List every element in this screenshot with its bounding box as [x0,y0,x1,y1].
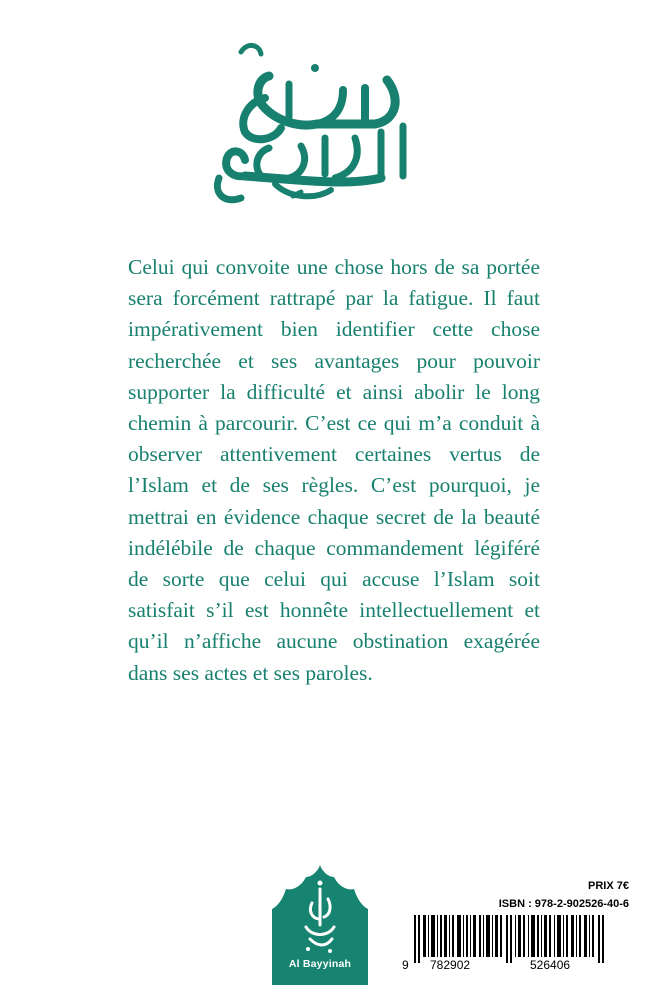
price-label: PRIX 7€ [588,880,629,892]
barcode-left-group: 782902 [430,958,471,972]
barcode-digits [400,958,632,978]
back-cover-text: Celui qui convoite une chose hors de sa portée sera forcément rattrapé par la fatigue. Il faut impérativement bien identifier cette chose recherchée et ses avantages pour pouvoir supporter la difficulté et ainsi abolir le long chemin à parcourir. C’est ce qui m’a conduit à observer attentivement certaines vertus de l’Islam et de ses règles. C’est pourquoi, je mettrai en évidence chaque secret de la beauté indélébile de chaque commandement légiféré de sorte que celui qui accuse l’Islam soit satisfait s’il est honnête intellectuellement et qu’il n’affiche aucune obstination exagérée dans ses actes et ses paroles. [128,255,540,685]
isbn-label: ISBN : 978-2-902526-40-6 [498,898,629,910]
barcode-right-group: 526406 [530,958,571,972]
barcode-first-digit: 9 [402,958,409,972]
publisher-name: Al Bayyinah [288,958,352,970]
arabic-title-calligraphy [205,28,425,208]
